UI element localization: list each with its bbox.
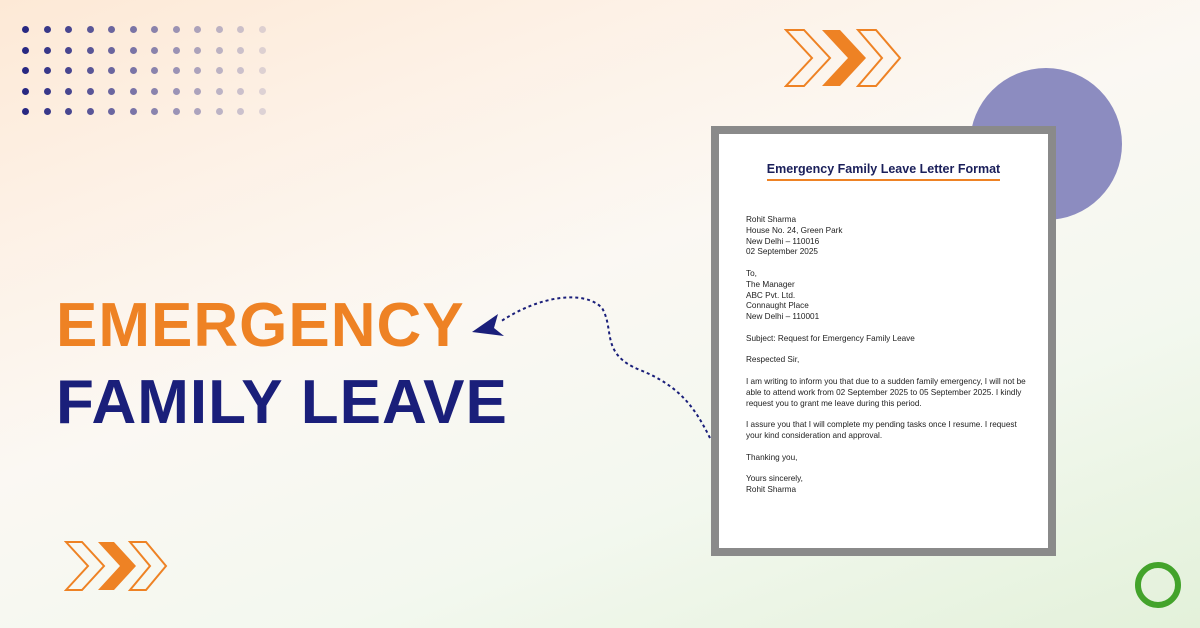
dot bbox=[216, 108, 223, 115]
headline-line-2: FAMILY LEAVE bbox=[56, 368, 508, 437]
dot bbox=[237, 26, 244, 33]
dot bbox=[151, 67, 158, 74]
dot bbox=[173, 26, 180, 33]
dot bbox=[44, 47, 51, 54]
dot bbox=[173, 88, 180, 95]
dot bbox=[87, 47, 94, 54]
dot bbox=[194, 26, 201, 33]
letter-paragraph-1: I am writing to inform you that due to a sudden family emergency, I will not be able to attend work from 02 September 2025 to 05 September 2025. I kindly request you to grant me leave during this period. bbox=[746, 376, 1026, 408]
letter-body bbox=[746, 215, 1026, 507]
dot bbox=[22, 26, 29, 33]
dot bbox=[151, 26, 158, 33]
dot bbox=[259, 47, 266, 54]
dot bbox=[194, 67, 201, 74]
dot bbox=[259, 26, 266, 33]
dot bbox=[87, 88, 94, 95]
dot bbox=[216, 67, 223, 74]
dot bbox=[22, 108, 29, 115]
letter-paragraph-2: I assure you that I will complete my pending tasks once I resume. I request your kind consideration and approval. bbox=[746, 420, 1017, 440]
green-ring-decoration bbox=[1135, 562, 1181, 608]
dot bbox=[259, 108, 266, 115]
dot bbox=[259, 67, 266, 74]
dot bbox=[151, 88, 158, 95]
dot bbox=[108, 47, 115, 54]
dot-grid-decoration bbox=[22, 26, 272, 122]
dot bbox=[22, 88, 29, 95]
dot bbox=[130, 47, 137, 54]
dot bbox=[237, 108, 244, 115]
dot bbox=[151, 108, 158, 115]
dot bbox=[44, 67, 51, 74]
dot bbox=[44, 26, 51, 33]
dot bbox=[65, 26, 72, 33]
dot bbox=[108, 26, 115, 33]
dot bbox=[108, 108, 115, 115]
sender-block: Rohit Sharma House No. 24, Green Park New Delhi – 110016 02 September 2025 bbox=[746, 215, 843, 257]
dot bbox=[108, 88, 115, 95]
dot bbox=[173, 67, 180, 74]
dot bbox=[87, 67, 94, 74]
dashed-arrow-decoration bbox=[460, 290, 730, 450]
dot bbox=[44, 88, 51, 95]
dot bbox=[194, 47, 201, 54]
dot bbox=[216, 88, 223, 95]
headline-line-1: EMERGENCY bbox=[56, 291, 465, 360]
dot bbox=[130, 88, 137, 95]
dot bbox=[65, 108, 72, 115]
dot bbox=[259, 88, 266, 95]
dot bbox=[216, 47, 223, 54]
dot bbox=[237, 67, 244, 74]
letter-page bbox=[719, 134, 1048, 548]
dot bbox=[65, 67, 72, 74]
dot bbox=[65, 88, 72, 95]
letter-subject: Subject: Request for Emergency Family Leave bbox=[746, 333, 915, 343]
dot bbox=[87, 108, 94, 115]
dot bbox=[216, 26, 223, 33]
dot bbox=[173, 108, 180, 115]
chevrons-top-decoration bbox=[784, 26, 902, 90]
dot bbox=[130, 67, 137, 74]
chevrons-bottom-decoration bbox=[64, 538, 168, 594]
letter-salutation: Respected Sir, bbox=[746, 355, 800, 365]
dot bbox=[130, 108, 137, 115]
dot bbox=[237, 88, 244, 95]
dot bbox=[44, 108, 51, 115]
dot bbox=[65, 47, 72, 54]
dot bbox=[22, 47, 29, 54]
dot bbox=[151, 47, 158, 54]
closing-block: Yours sincerely, Rohit Sharma bbox=[746, 474, 803, 494]
letter-title: Emergency Family Leave Letter Format bbox=[719, 162, 1048, 181]
dot bbox=[130, 26, 137, 33]
dot bbox=[173, 47, 180, 54]
dot bbox=[237, 47, 244, 54]
recipient-block: To, The Manager ABC Pvt. Ltd. Connaught Place New Delhi – 110001 bbox=[746, 268, 820, 322]
dot bbox=[194, 108, 201, 115]
dot bbox=[22, 67, 29, 74]
arrow-head-icon bbox=[472, 314, 504, 336]
dot bbox=[194, 88, 201, 95]
dot bbox=[87, 26, 94, 33]
letter-preview bbox=[711, 126, 1056, 556]
dot bbox=[108, 67, 115, 74]
letter-thanks: Thanking you, bbox=[746, 452, 798, 462]
